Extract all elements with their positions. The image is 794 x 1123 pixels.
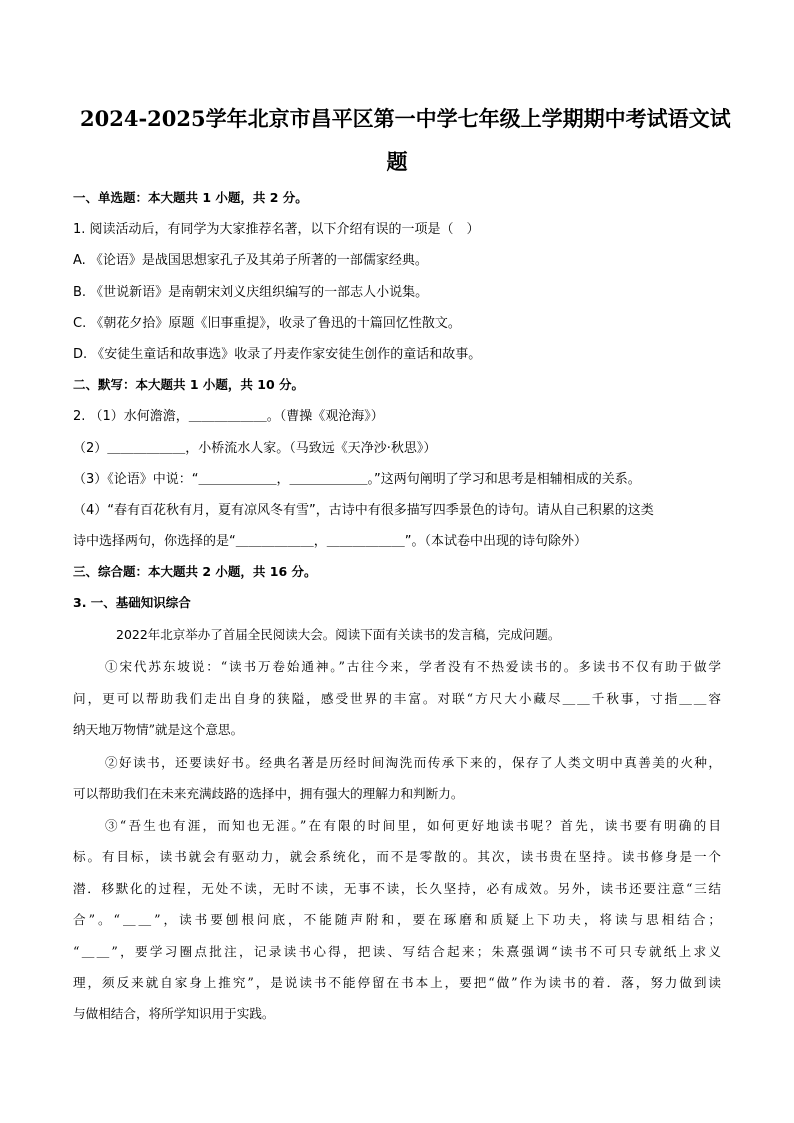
paragraph-3-line-5: “＿＿”，要学习圈点批注，记录读书心得，把读、写结合起来；朱熹强调“读书不可只专就纸上求义 [73,944,721,959]
paragraph-3-line-1: ③“吾生也有涯，而知也无涯。”在有限的时间里，如何更好地读书呢？首先，读书要有明确的目 [105,818,721,833]
section-2-heading: 二、默写：本大题共 1 小题，共 10 分。 [73,377,305,392]
question-1-stem: 1. 阅读活动后，有同学为大家推荐名著，以下介绍有误的一项是（ ） [73,222,480,237]
paragraph-1-line-3: 纳天地万物情”就是这个意思。 [73,722,244,737]
question-2-part-1: 2. （1）水何澹澹，＿＿＿＿＿＿。（曹操《观沧海》） [73,409,384,424]
question-1-option-c: C. 《朝花夕拾》原题《旧事重提》，收录了鲁迅的十篇回忆性散文。 [73,316,461,331]
exam-title-line-1: 2024-2025学年北京市昌平区第一中学七年级上学期期中考试语文试 [80,106,731,131]
paragraph-3-line-3: 潜．移默化的过程，无处不读，无时不读，无事不读，长久坚持，必有成效。另外，读书还要注意“三结 [73,881,721,896]
section-1-heading: 一、单选题：本大题共 1 小题，共 2 分。 [73,190,308,205]
paragraph-3-line-2: 标。有目标，读书就会有驱动力，就会系统化，而不是零散的。其次，读书贵在坚持。读书修身是一个 [73,849,721,864]
exam-title-line-2: 题 [386,149,408,174]
paragraph-3-line-6: 理，须反来就自家身上推究”，是说读书不能停留在书本上，要把“做”作为读书的着．落，努力做到读 [73,975,721,990]
paragraph-2-line-1: ②好读书，还要读好书。经典名著是历经时间淘洗而传承下来的，保存了人类文明中真善美的火种， [105,755,721,770]
section-3-heading: 三、综合题：本大题共 2 小题，共 16 分。 [73,564,317,579]
question-1-option-b: B. 《世说新语》是南朝宋刘义庆组织编写的一部志人小说集。 [73,285,429,300]
reading-intro: 2022年北京举办了首届全民阅读大会。阅读下面有关读书的发言稿，完成问题。 [116,627,561,642]
paragraph-1-line-2: 问，更可以帮助我们走出自身的狭隘，感受世界的丰富。对联“方尺大小藏尽＿＿千秋事，寸指＿＿容 [73,691,721,706]
question-2-part-3: （3）《论语》中说：“＿＿＿＿＿＿，＿＿＿＿＿＿。”这两句阐明了学习和思考是相辅相成的关系。 [73,472,641,487]
paragraph-1-line-1: ①宋代苏东坡说：“读书万卷始通神。”古往今来，学者没有不热爱读书的。多读书不仅有助于做学 [105,659,721,674]
paragraph-3-line-4: 合”。“＿＿”，读书要刨根问底，不能随声附和，要在琢磨和质疑上下功夫，将读与思相结合； [73,912,721,927]
question-2-part-2: （2）＿＿＿＿＿＿，小桥流水人家。（马致远《天净沙·秋思》） [73,441,437,456]
paragraph-2-line-2: 可以帮助我们在未来充满歧路的选择中，拥有强大的理解力和判断力。 [73,786,464,801]
question-2-part-4-line-1: （4）“春有百花秋有月，夏有凉风冬有雪”，古诗中有很多描写四季景色的诗句。请从自己积累的这类 [73,503,654,518]
question-1-option-d: D. 《安徒生童话和故事选》收录了丹麦作家安徒生创作的童话和故事。 [73,347,482,362]
question-3-subheading: 3. 一、基础知识综合 [73,595,191,610]
paragraph-3-line-7: 与做相结合，将所学知识用于实践。 [73,1006,275,1021]
question-1-option-a: A. 《论语》是战国思想家孔子及其弟子所著的一部儒家经典。 [73,253,428,268]
question-2-part-4-line-2: 诗中选择两句，你选择的是“＿＿＿＿＿＿，＿＿＿＿＿＿”。（本试卷中出现的诗句除外） [73,534,587,549]
